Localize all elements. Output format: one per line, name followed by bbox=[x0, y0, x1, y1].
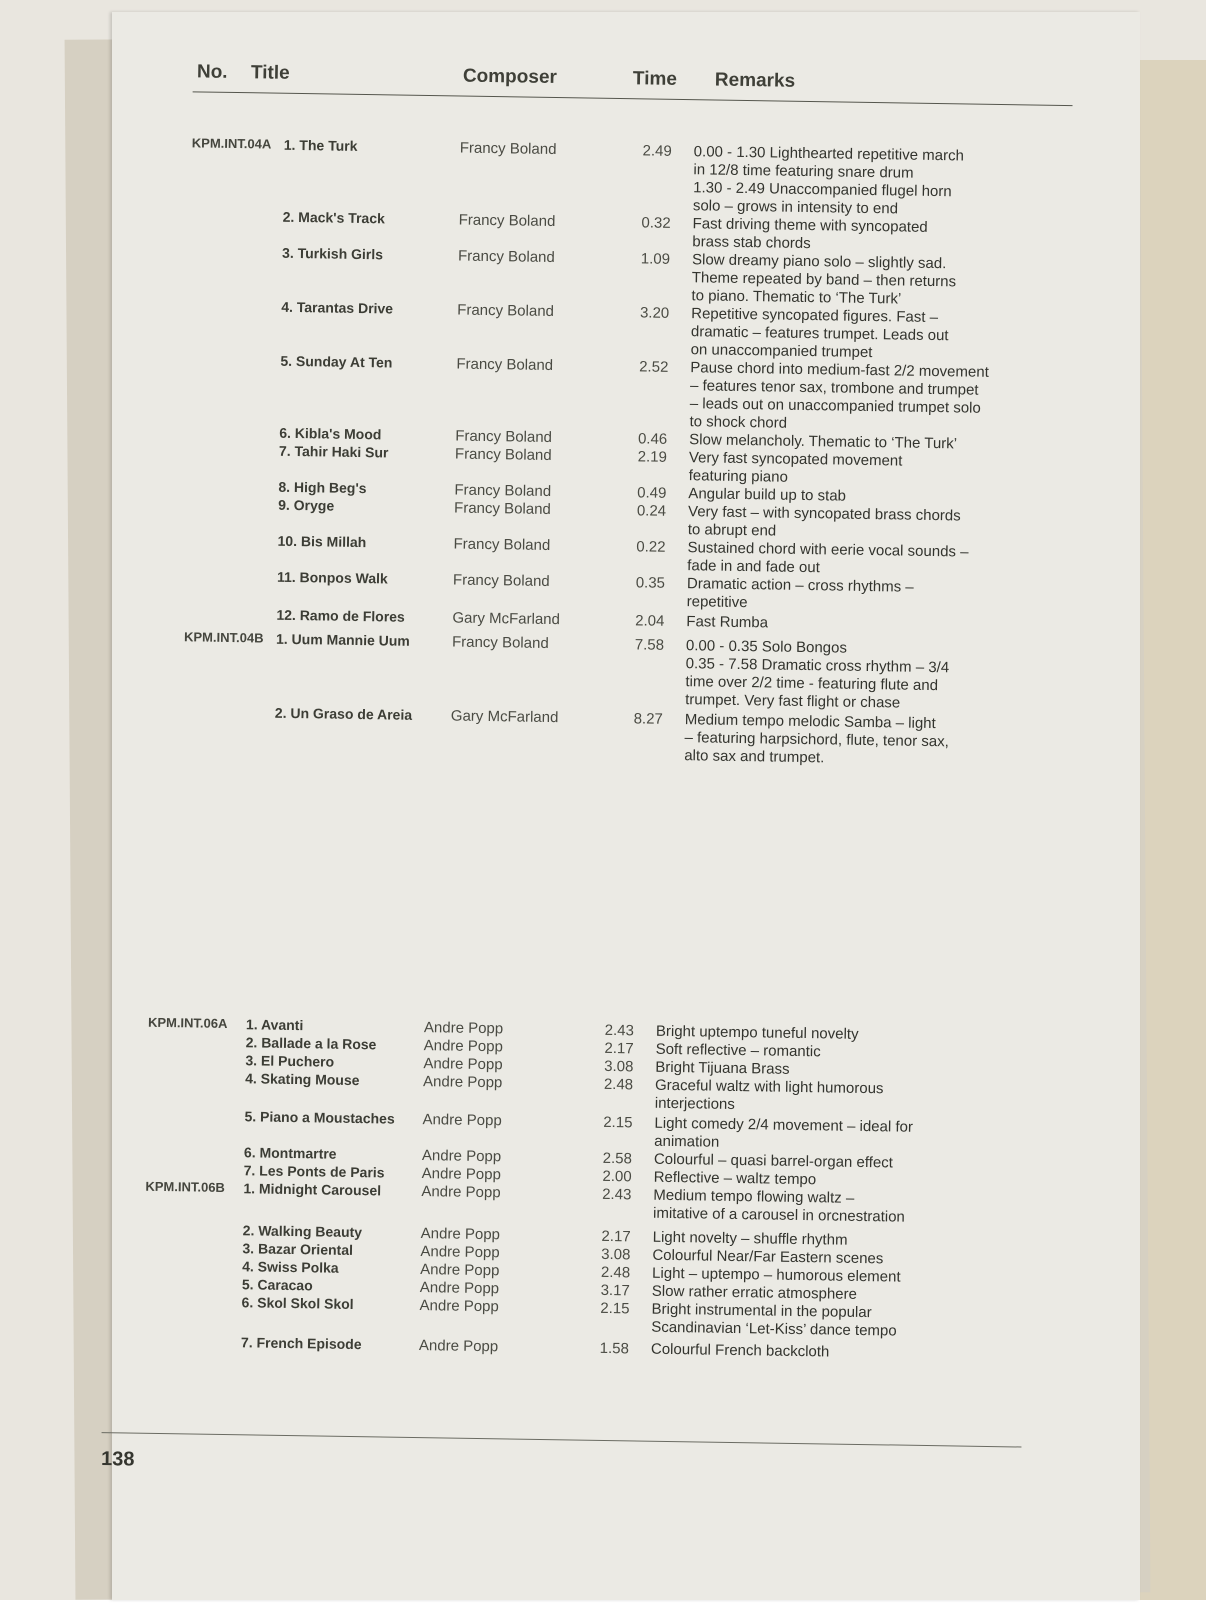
track-row bbox=[114, 628, 1142, 712]
track-title: 2. Walking Beauty bbox=[242, 1222, 363, 1241]
remarks-line: – featuring harpsichord, flute, tenor sax, bbox=[684, 729, 949, 751]
track-composer: Gary McFarland bbox=[452, 609, 561, 629]
track-title: 6. Montmartre bbox=[243, 1144, 337, 1162]
track-remarks bbox=[684, 711, 985, 770]
track-composer: Francy Boland bbox=[457, 247, 555, 267]
track-composer: Andre Popp bbox=[420, 1243, 500, 1262]
track-time: 0.24 bbox=[636, 502, 667, 520]
track-composer: Francy Boland bbox=[452, 571, 550, 590]
remarks-line: Scandinavian ‘Let-Kiss’ dance tempo bbox=[651, 1318, 897, 1340]
track-remarks bbox=[655, 1077, 956, 1118]
remarks-line: Very fast syncopated movement bbox=[688, 449, 903, 470]
remarks-line: Light comedy 2/4 movement – ideal for bbox=[654, 1114, 914, 1136]
track-remarks bbox=[687, 575, 988, 616]
track-composer: Gary McFarland bbox=[450, 707, 559, 727]
track-title: 3. El Puchero bbox=[245, 1052, 335, 1070]
header-time: Time bbox=[632, 68, 678, 90]
track-time: 1.58 bbox=[599, 1339, 630, 1358]
track-remarks bbox=[654, 1115, 955, 1156]
track-row bbox=[115, 604, 1143, 632]
remarks-line: Sustained chord with eerie vocal sounds – bbox=[687, 539, 969, 561]
track-time: 2.17 bbox=[604, 1039, 634, 1058]
remarks-line: Light – uptempo – humorous element bbox=[651, 1264, 901, 1286]
track-row bbox=[103, 1332, 1131, 1361]
header-remarks: Remarks bbox=[714, 69, 796, 92]
track-remarks bbox=[653, 1187, 954, 1228]
remarks-line: Angular build up to stab bbox=[688, 485, 847, 505]
remarks-line: on unaccompanied trumpet bbox=[690, 341, 873, 362]
track-row bbox=[116, 530, 1144, 577]
track-time: 2.17 bbox=[601, 1227, 631, 1246]
track-title: 6. Skol Skol Skol bbox=[241, 1294, 354, 1313]
remarks-line: dramatic – features trumpet. Leads out bbox=[690, 323, 949, 345]
track-composer: Andre Popp bbox=[421, 1147, 502, 1166]
track-composer: Francy Boland bbox=[451, 633, 549, 652]
track-remarks bbox=[688, 503, 989, 544]
track-time: 2.43 bbox=[604, 1021, 635, 1040]
track-time: 2.58 bbox=[602, 1149, 633, 1168]
catalogue-code: KPM.INT.04A bbox=[191, 135, 272, 152]
track-time: 2.04 bbox=[635, 612, 665, 630]
remarks-line: imitative of a carousel in orcnestration bbox=[652, 1204, 905, 1226]
remarks-line: 0.00 - 1.30 Lighthearted repetitive march bbox=[693, 143, 965, 165]
track-time: 1.09 bbox=[640, 250, 671, 268]
header-no: No. bbox=[196, 61, 228, 83]
track-title: 11. Bonpos Walk bbox=[276, 568, 388, 587]
track-title: 1. The Turk bbox=[283, 136, 358, 154]
track-time: 0.46 bbox=[637, 430, 668, 448]
track-composer: Francy Boland bbox=[454, 445, 552, 465]
page-number: 138 bbox=[100, 1448, 135, 1471]
track-row bbox=[113, 702, 1141, 767]
track-composer: Andre Popp bbox=[421, 1183, 501, 1202]
track-composer: Francy Boland bbox=[454, 481, 552, 501]
remarks-line: Fast driving theme with syncopated bbox=[692, 215, 928, 236]
track-remarks bbox=[692, 215, 993, 256]
track-time: 7.58 bbox=[634, 636, 665, 654]
track-title: 10. Bis Millah bbox=[277, 532, 367, 551]
track-time: 2.19 bbox=[637, 448, 668, 466]
track-remarks bbox=[689, 449, 990, 490]
remarks-line: Soft reflective – romantic bbox=[655, 1040, 821, 1061]
track-title: 9. Oryge bbox=[278, 496, 335, 514]
catalogue-code: KPM.INT.06A bbox=[147, 1014, 228, 1031]
remarks-line: solo – grows in intensity to end bbox=[692, 197, 899, 218]
track-remarks bbox=[686, 613, 986, 636]
track-time: 2.15 bbox=[600, 1299, 630, 1318]
track-time: 3.08 bbox=[601, 1245, 631, 1264]
track-title: 7. Tahir Haki Sur bbox=[278, 442, 389, 461]
track-time: 3.20 bbox=[639, 304, 670, 322]
track-title: 2. Mack's Track bbox=[282, 208, 385, 227]
track-time: 3.08 bbox=[604, 1057, 634, 1076]
remarks-line: Theme repeated by band – then returns bbox=[691, 269, 957, 291]
track-time: 3.17 bbox=[600, 1281, 630, 1300]
track-composer: Andre Popp bbox=[422, 1111, 502, 1130]
remarks-line: Medium tempo flowing waltz – bbox=[653, 1186, 855, 1207]
remarks-line: Colourful – quasi barrel-organ effect bbox=[653, 1150, 894, 1172]
track-composer: Andre Popp bbox=[419, 1297, 499, 1316]
track-composer: Andre Popp bbox=[423, 1055, 503, 1074]
track-time: 2.49 bbox=[642, 142, 672, 160]
track-composer: Francy Boland bbox=[457, 301, 555, 321]
track-composer: Andre Popp bbox=[420, 1225, 501, 1244]
remarks-line: Graceful waltz with light humorous bbox=[654, 1076, 884, 1098]
track-title: 7. Les Ponts de Paris bbox=[243, 1162, 385, 1181]
remarks-line: to shock chord bbox=[689, 413, 788, 432]
track-time: 0.49 bbox=[637, 484, 667, 502]
track-remarks bbox=[693, 143, 994, 220]
remarks-line: Bright uptempo tuneful novelty bbox=[655, 1022, 859, 1043]
track-remarks bbox=[687, 539, 988, 580]
remarks-line: Bright instrumental in the popular bbox=[651, 1300, 872, 1322]
track-row bbox=[119, 350, 1147, 432]
track-remarks bbox=[690, 305, 991, 364]
remarks-line: Very fast – with syncopated brass chords bbox=[687, 503, 961, 525]
track-composer: Andre Popp bbox=[423, 1019, 504, 1038]
track-row bbox=[107, 1106, 1135, 1151]
track-time: 0.32 bbox=[641, 214, 671, 232]
track-row bbox=[121, 206, 1149, 253]
track-time: 2.00 bbox=[602, 1167, 632, 1186]
track-composer: Andre Popp bbox=[418, 1337, 499, 1356]
track-composer: Francy Boland bbox=[453, 499, 551, 519]
remarks-line: brass stab chords bbox=[692, 233, 811, 253]
track-remarks bbox=[651, 1301, 952, 1342]
track-title: 7. French Episode bbox=[240, 1334, 362, 1353]
remarks-line: to piano. Thematic to ‘The Turk’ bbox=[691, 287, 902, 308]
remarks-line: Colourful Near/Far Eastern scenes bbox=[652, 1246, 884, 1268]
remarks-line: featuring piano bbox=[688, 467, 789, 486]
remarks-line: Repetitive syncopated figures. Fast – bbox=[691, 305, 939, 327]
header-composer: Composer bbox=[462, 65, 558, 89]
track-row bbox=[108, 1014, 1136, 1043]
remarks-line: Fast Rumba bbox=[686, 613, 769, 632]
track-time: 2.48 bbox=[600, 1263, 631, 1282]
remarks-line: Pause chord into medium-fast 2/2 movement bbox=[690, 359, 989, 381]
remarks-line: in 12/8 time featuring snare drum bbox=[693, 161, 914, 182]
remarks-line: Slow rather erratic atmosphere bbox=[651, 1282, 858, 1303]
remarks-line: alto sax and trumpet. bbox=[684, 747, 825, 767]
catalogue-code: KPM.INT.06B bbox=[145, 1178, 226, 1195]
track-time: 0.35 bbox=[635, 574, 666, 592]
track-title: 6. Kibla's Mood bbox=[279, 424, 382, 443]
remarks-line: Colourful French backcloth bbox=[650, 1340, 830, 1361]
track-time: 2.52 bbox=[639, 358, 669, 376]
track-composer: Andre Popp bbox=[421, 1165, 502, 1184]
track-title: 2. Un Graso de Areia bbox=[274, 704, 413, 723]
track-composer: Andre Popp bbox=[423, 1037, 504, 1056]
remarks-line: Bright Tijuana Brass bbox=[655, 1058, 790, 1078]
track-composer: Francy Boland bbox=[459, 139, 557, 159]
track-title: 3. Turkish Girls bbox=[281, 244, 384, 263]
track-composer: Francy Boland bbox=[453, 535, 551, 555]
remarks-line: Dramatic action – cross rhythms – bbox=[686, 575, 914, 596]
remarks-line: Slow melancholy. Thematic to ‘The Turk’ bbox=[689, 431, 958, 453]
track-title: 3. Bazar Oriental bbox=[242, 1240, 354, 1258]
track-time: 2.48 bbox=[603, 1075, 634, 1094]
track-composer: Andre Popp bbox=[422, 1073, 503, 1092]
remarks-line: time over 2/2 time - featuring flute and bbox=[685, 673, 939, 695]
page-content bbox=[99, 4, 1152, 1608]
catalogue-page bbox=[100, 12, 1140, 1600]
track-title: 2. Ballade a la Rose bbox=[245, 1034, 377, 1053]
header-rule bbox=[193, 91, 1073, 106]
remarks-line: Reflective – waltz tempo bbox=[653, 1168, 817, 1189]
track-title: 1. Midnight Carousel bbox=[243, 1180, 382, 1199]
remarks-line: 0.00 - 0.35 Solo Bongos bbox=[685, 637, 848, 657]
track-title: 8. High Beg's bbox=[278, 478, 367, 497]
track-title: 4. Swiss Polka bbox=[242, 1258, 339, 1276]
track-remarks bbox=[689, 359, 990, 436]
track-composer: Andre Popp bbox=[419, 1279, 500, 1298]
remarks-line: Medium tempo melodic Samba – light bbox=[684, 711, 936, 733]
catalogue-code: KPM.INT.04B bbox=[183, 629, 264, 646]
remarks-line: 0.35 - 7.58 Dramatic cross rhythm – 3/4 bbox=[685, 655, 950, 677]
remarks-line: – leads out on unaccompanied trumpet solo bbox=[689, 395, 981, 417]
track-time: 2.43 bbox=[602, 1185, 632, 1204]
remarks-line: – features tenor sax, trombone and trumpet bbox=[689, 377, 979, 399]
remarks-line: animation bbox=[654, 1132, 720, 1151]
track-remarks bbox=[691, 251, 992, 310]
remarks-line: Slow dreamy piano solo – slightly sad. bbox=[691, 251, 947, 273]
remarks-line: fade in and fade out bbox=[687, 557, 820, 577]
track-title: 5. Sunday At Ten bbox=[280, 352, 393, 371]
remarks-line: to abrupt end bbox=[687, 521, 777, 540]
track-title: 5. Piano a Moustaches bbox=[244, 1108, 395, 1127]
track-time: 0.22 bbox=[636, 538, 666, 556]
track-composer: Francy Boland bbox=[456, 355, 554, 375]
track-time: 2.15 bbox=[603, 1113, 633, 1132]
track-time: 8.27 bbox=[633, 710, 663, 728]
track-row bbox=[115, 566, 1143, 612]
track-title: 1. Avanti bbox=[245, 1016, 304, 1034]
track-composer: Francy Boland bbox=[455, 427, 553, 447]
track-composer: Francy Boland bbox=[458, 211, 556, 231]
footer-rule bbox=[102, 1432, 1022, 1447]
track-remarks bbox=[651, 1341, 951, 1364]
track-title: 5. Caracao bbox=[241, 1276, 313, 1294]
track-remarks bbox=[685, 637, 986, 714]
remarks-line: interjections bbox=[654, 1094, 735, 1113]
remarks-line: repetitive bbox=[686, 593, 748, 612]
remarks-line: trumpet. Very fast flight or chase bbox=[685, 691, 901, 712]
track-title: 4. Skating Mouse bbox=[245, 1070, 360, 1089]
track-title: 4. Tarantas Drive bbox=[281, 298, 394, 317]
header-title: Title bbox=[250, 62, 290, 84]
remarks-line: Light novelty – shuffle rhythm bbox=[652, 1228, 848, 1249]
track-title: 1. Uum Mannie Uum bbox=[275, 630, 410, 649]
track-composer: Andre Popp bbox=[420, 1261, 500, 1280]
remarks-line: 1.30 - 2.49 Unaccompanied flugel horn bbox=[693, 179, 952, 201]
track-title: 12. Ramo de Flores bbox=[276, 606, 405, 625]
